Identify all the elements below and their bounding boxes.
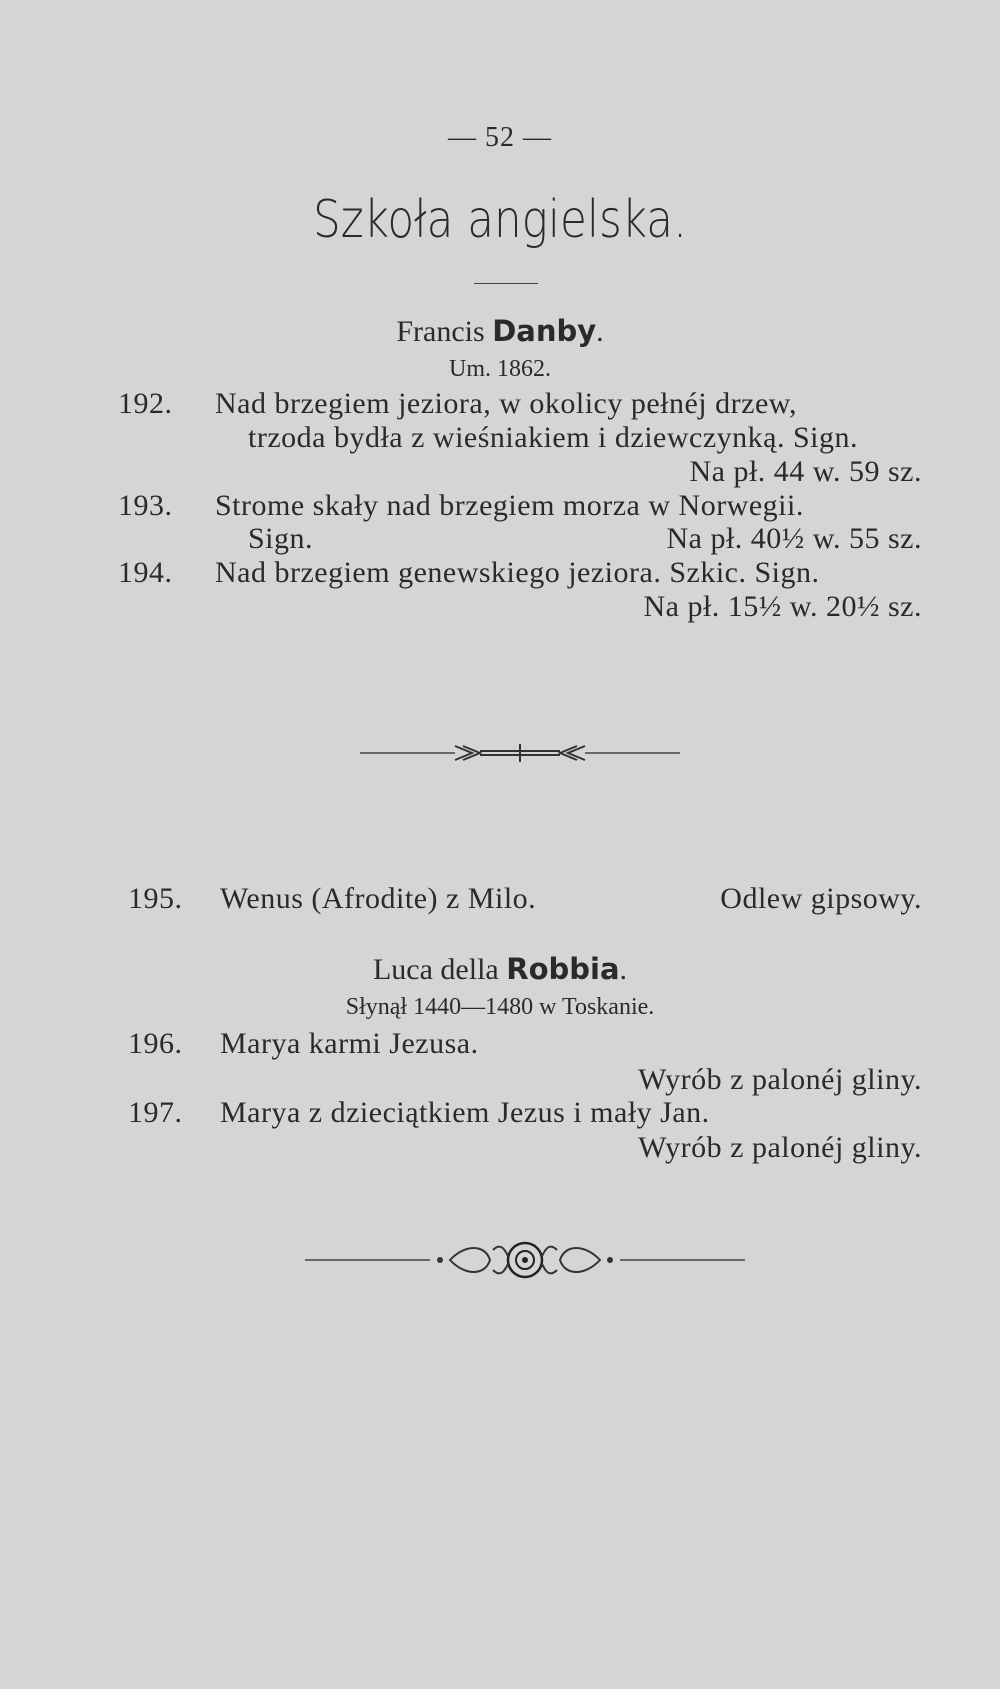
artist-dot: . [596, 315, 604, 348]
entry-text-197: Marya z dzieciątkiem Jezus i mały Jan. [220, 1096, 710, 1129]
fleuron-ornament-icon [305, 1238, 745, 1282]
entry-text-194-line1: Nad brzegiem genewskiego jeziora. Szkic. Sign. [215, 556, 820, 589]
page-number: — 52 — [448, 122, 552, 153]
entry-sign-193: Sign. [248, 522, 314, 555]
entry-material-197: Wyrób z palonéj gliny. [638, 1131, 922, 1164]
entry-material-195: Odlew gipsowy. [720, 882, 922, 915]
entry-number-192: 192. [118, 387, 173, 420]
artist-first-name: Francis [396, 315, 493, 348]
artist-note-danby: Um. 1862. [449, 356, 551, 382]
artist-dot: . [619, 953, 628, 986]
artist-last-name: Robbia [506, 952, 620, 986]
artist-note-robbia: Słynął 1440—1480 w Toskanie. [345, 994, 655, 1020]
entry-number-197: 197. [128, 1096, 183, 1129]
section-title: Szkoła angielska. [313, 190, 687, 250]
entry-number-195: 195. [128, 882, 183, 915]
artist-first-name: Luca della [372, 953, 507, 986]
entry-number-196: 196. [128, 1027, 183, 1060]
entry-text-196: Marya karmi Jezusa. [220, 1027, 479, 1060]
entry-text-193-line1: Strome skały nad brzegiem morza w Norwegii. [215, 489, 804, 522]
entry-dims-193: Na pł. 40½ w. 55 sz. [666, 522, 922, 555]
title-rule [474, 283, 538, 284]
ornament-divider-icon [360, 738, 680, 768]
artist-last-name: Danby [492, 314, 597, 348]
entry-text-192-line1: Nad brzegiem jeziora, w okolicy pełnéj drzew, [215, 387, 797, 420]
entry-text-192-line2: trzoda bydła z wieśniakiem i dziewczynką. Sign. [248, 421, 858, 454]
entry-dims-194: Na pł. 15½ w. 20½ sz. [643, 590, 922, 623]
entry-number-193: 193. [118, 489, 173, 522]
artist-heading-danby [0, 314, 1000, 349]
entry-number-194: 194. [118, 556, 173, 589]
entry-dims-192: Na pł. 44 w. 59 sz. [689, 455, 922, 488]
entry-text-195: Wenus (Afrodite) z Milo. [220, 882, 537, 915]
entry-material-196: Wyrób z palonéj gliny. [638, 1063, 922, 1096]
artist-heading-robbia [0, 952, 1000, 987]
